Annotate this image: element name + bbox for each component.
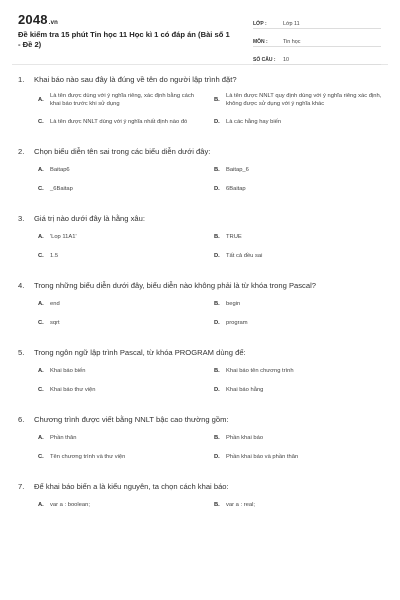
answer-option[interactable] [38,499,206,510]
question-list [0,65,400,518]
option-letter: A. [38,233,44,240]
option-text: 6Baitap [226,185,246,192]
option-text: _6Baitap [50,185,73,192]
answer-option[interactable] [38,183,206,194]
question-text [18,147,382,157]
answer-option[interactable] [38,432,206,443]
option-letter: D. [214,386,220,393]
option-text: Là các hằng hay biến [226,118,282,125]
answer-options [38,92,382,135]
option-letter: C. [38,185,44,192]
option-text: Khai báo biến [50,367,86,374]
header [0,0,400,64]
question-item [18,147,382,202]
answer-option[interactable] [214,432,382,443]
option-letter: D. [214,252,220,259]
question-body: Trong ngôn ngữ lập trình Pascal, từ khóa PROGRAM dùng để: [34,348,246,357]
option-letter: C. [38,118,44,125]
option-text: Tên chương trình và thư viện [50,453,126,460]
page-title: Đề kiểm tra 15 phút Tin học 11 Học kì 1 có đáp án (Bài số 1 - Đề 2) [18,30,230,49]
question-text [18,75,382,85]
question-text [18,348,382,358]
option-text: TRUE [226,233,242,240]
question-item [18,214,382,269]
question-item [18,415,382,470]
option-text: 1.5 [50,252,59,259]
meta-label: MÔN : [253,39,268,45]
option-letter: A. [38,367,44,374]
answer-options [38,499,382,518]
answer-option[interactable] [38,317,206,328]
meta-label: LỚP : [253,21,267,27]
question-number: 7. [18,482,25,491]
option-letter: B. [214,367,220,374]
option-letter: D. [214,118,220,125]
meta-row [253,32,381,47]
answer-option[interactable] [214,451,382,462]
question-text [18,415,382,425]
answer-option[interactable] [214,183,382,194]
option-letter: A. [38,97,44,103]
answer-option[interactable] [38,92,206,108]
option-letter: C. [38,252,44,259]
option-text: Phần khai báo [226,434,264,441]
question-body: Khai báo nào sau đây là đúng về tên do người lập trình đặt? [34,75,237,84]
option-letter: D. [214,319,220,326]
answer-option[interactable] [214,365,382,376]
option-letter: C. [38,453,44,460]
question-number: 4. [18,281,25,290]
question-body: Giá trị nào dưới đây là hằng xâu: [34,214,145,223]
option-text: Baitap_6 [226,166,249,173]
answer-option[interactable] [214,317,382,328]
answer-option[interactable] [38,384,206,395]
option-text: Khai báo hằng [226,386,264,393]
meta-value: 10 [283,57,289,63]
answer-option[interactable] [38,116,206,127]
option-text: Phần thân [50,434,77,441]
option-text: begin [226,300,241,307]
question-item [18,281,382,336]
logo-tld: .vn [48,20,59,26]
question-number: 2. [18,147,25,156]
answer-option[interactable] [38,451,206,462]
option-text: Là tên được dùng với ý nghĩa riêng, xác định bằng cách khai báo trước khi sử dụng [50,93,194,107]
question-number: 1. [18,75,25,84]
option-letter: B. [214,501,220,508]
answer-option[interactable] [214,250,382,261]
option-text: 'Lop 11A1' [50,233,77,240]
question-number: 3. [18,214,25,223]
meta-row [253,50,381,65]
option-letter: A. [38,501,44,508]
option-letter: B. [214,300,220,307]
question-item [18,75,382,135]
option-text: Baitap6 [50,166,70,173]
question-item [18,348,382,403]
option-letter: B. [214,434,220,441]
question-text [18,214,382,224]
answer-option[interactable] [38,298,206,309]
option-text: Tất cả đều sai [226,252,263,259]
meta-label: SỐ CÂU : [253,57,276,63]
answer-options [38,298,382,336]
meta-value: Tin học [283,39,301,45]
option-text: var a : real; [226,501,255,508]
answer-option[interactable] [214,298,382,309]
option-text: sqrt [50,319,60,326]
meta-value: Lớp 11 [283,21,300,27]
answer-options [38,231,382,269]
question-body: Chương trình được viết bằng NNLT bậc cao thường gồm: [34,415,229,424]
answer-option[interactable] [38,365,206,376]
question-body: Chọn biểu diễn tên sai trong các biểu diễn dưới đây: [34,147,211,156]
meta-row [253,14,381,29]
answer-option[interactable] [214,92,382,108]
question-item [18,482,382,518]
exam-meta [253,14,381,65]
option-letter: A. [38,300,44,307]
answer-option[interactable] [38,250,206,261]
option-letter: C. [38,386,44,393]
option-letter: B. [214,233,220,240]
option-letter: D. [214,453,220,460]
option-letter: D. [214,185,220,192]
option-letter: A. [38,434,44,441]
question-text [18,281,382,291]
answer-option[interactable] [214,116,382,127]
answer-option[interactable] [214,164,382,175]
option-text: Khai báo thư viện [50,386,96,393]
question-text [18,482,382,492]
question-number: 6. [18,415,25,424]
option-text: Là tên được NNLT dùng với ý nghĩa nhất định nào đó [50,118,188,125]
option-letter: C. [38,319,44,326]
answer-options [38,432,382,470]
answer-options [38,164,382,202]
logo-text: 2048 [18,12,48,27]
option-letter: B. [214,166,220,173]
question-body: Để khai báo biến a là kiểu nguyên, ta chọn cách khai báo: [34,482,229,491]
question-number: 5. [18,348,25,357]
question-body: Trong những biểu diễn dưới đây, biểu diễn nào không phải là từ khóa trong Pascal? [34,281,316,290]
option-text: Phần khai báo và phần thân [226,453,299,460]
answer-option[interactable] [38,231,206,242]
option-letter: A. [38,166,44,173]
option-text: var a : boolean; [50,501,90,508]
option-text: Là tên được NNLT quy định dùng với ý nghĩa riêng xác định, không được sử dụng với ý nghĩa khác [226,93,382,107]
answer-option[interactable] [214,499,382,510]
option-text: program [226,319,248,326]
answer-options [38,365,382,403]
option-letter: B. [214,97,220,103]
option-text: end [50,300,60,307]
answer-option[interactable] [38,164,206,175]
answer-option[interactable] [214,384,382,395]
answer-option[interactable] [214,231,382,242]
option-text: Khai báo tên chương trình [226,367,294,374]
